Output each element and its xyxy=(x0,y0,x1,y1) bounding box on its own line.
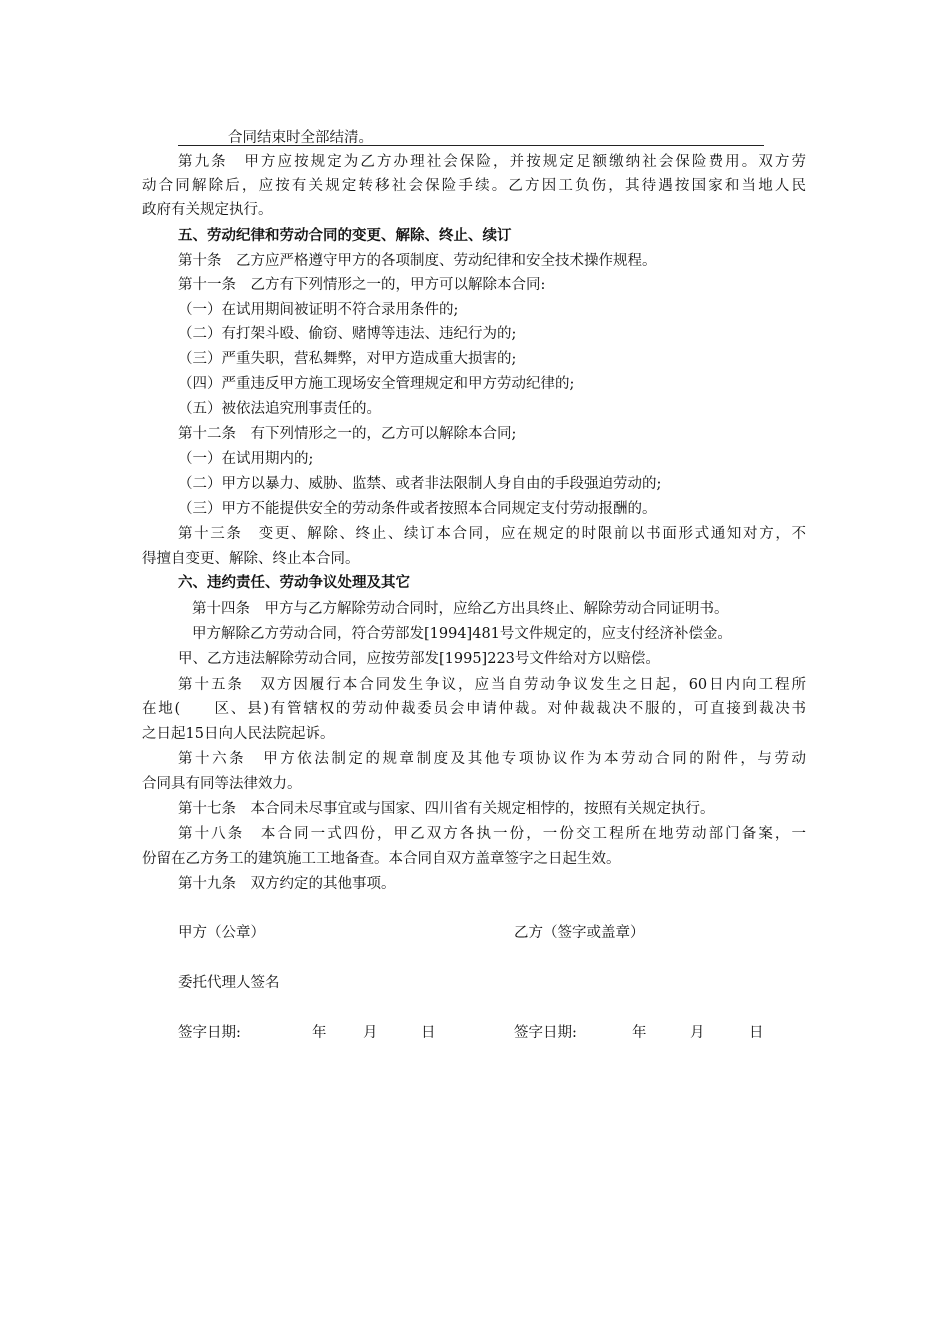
article-12-item: （三）甲方不能提供安全的劳动条件或者按照本合同规定支付劳动报酬的。 xyxy=(178,501,657,517)
article-16-line-2: 合同具有同等法律效力。 xyxy=(142,776,302,792)
article-11-item: （五）被依法追究刑事责任的。 xyxy=(178,401,381,417)
party-a-date-label: 签字日期: xyxy=(178,1025,241,1041)
article-19: 第十九条 双方约定的其他事项。 xyxy=(178,876,396,892)
article-13-line-2: 得擅自变更、解除、终止本合同。 xyxy=(142,551,360,567)
article-13-line-1: 第十三条 变更、解除、终止、续订本合同，应在规定的时限前以书面形式通知对方，不 xyxy=(178,526,806,542)
article-11-item: （三）严重失职，营私舞弊，对甲方造成重大损害的; xyxy=(178,351,517,367)
agent-signature-label: 委托代理人签名 xyxy=(178,975,280,991)
party-b-day: 日 xyxy=(749,1025,764,1041)
party-b-label: 乙方（签字或盖章） xyxy=(514,925,645,941)
article-11: 第十一条 乙方有下列情形之一的，甲方可以解除本合同: xyxy=(178,277,546,293)
article-16-line-1: 第十六条 甲方依法制定的规章制度及其他专项协议作为本劳动合同的附件，与劳动 xyxy=(178,751,806,767)
section-5-heading: 五、劳动纪律和劳动合同的变更、解除、终止、续订 xyxy=(178,227,512,244)
article-9-line-2: 动合同解除后，应按有关规定转移社会保险手续。乙方因工负伤，其待遇按国家和当地人民 xyxy=(142,178,806,194)
article-11-item: （二）有打架斗殴、偷窃、赌博等违法、违纪行为的; xyxy=(178,326,517,342)
article-17: 第十七条 本合同未尽事宜或与国家、四川省有关规定相悖的，按照有关规定执行。 xyxy=(178,801,715,817)
underline-rule xyxy=(178,145,764,146)
carryover-line: 合同结束时全部结清。 xyxy=(228,130,373,146)
section-6-heading: 六、违约责任、劳动争议处理及其它 xyxy=(178,574,410,591)
article-15-line-2: 在地( 区、县)有管辖权的劳动仲裁委员会申请仲裁。对仲裁裁决不服的，可直接到裁决书 xyxy=(142,701,806,717)
article-18-line-2: 份留在乙方务工的建筑施工工地备查。本合同自双方盖章签字之日起生效。 xyxy=(142,851,621,867)
article-9-line-3: 政府有关规定执行。 xyxy=(142,202,273,218)
party-a-label: 甲方（公章） xyxy=(178,925,265,941)
article-12: 第十二条 有下列情形之一的，乙方可以解除本合同; xyxy=(178,426,517,442)
article-12-item: （二）甲方以暴力、威胁、监禁、或者非法限制人身自由的手段强迫劳动的; xyxy=(178,476,662,492)
party-a-year: 年 xyxy=(312,1025,327,1041)
article-11-item: （一）在试用期间被证明不符合录用条件的; xyxy=(178,302,459,318)
article-9-line-1: 第九条 甲方应按规定为乙方办理社会保险，并按规定足额缴纳社会保险费用。双方劳 xyxy=(178,154,806,170)
article-14-line-2: 甲方解除乙方劳动合同，符合劳部发[1994]481号文件规定的，应支付经济补偿金。 xyxy=(192,626,732,642)
party-b-date-label: 签字日期: xyxy=(514,1025,577,1041)
article-18-line-1: 第十八条 本合同一式四份，甲乙双方各执一份，一份交工程所在地劳动部门备案，一 xyxy=(178,826,806,842)
article-10: 第十条 乙方应严格遵守甲方的各项制度、劳动纪律和安全技术操作规程。 xyxy=(178,253,657,269)
party-b-month: 月 xyxy=(690,1025,705,1041)
article-15-line-3: 之日起15日向人民法院起诉。 xyxy=(142,726,335,742)
article-12-item: （一）在试用期内的; xyxy=(178,451,314,467)
party-a-day: 日 xyxy=(421,1025,436,1041)
article-15-line-1: 第十五条 双方因履行本合同发生争议，应当自劳动争议发生之日起，60日内向工程所 xyxy=(178,677,806,693)
article-14-line-3: 甲、乙方违法解除劳动合同，应按劳部发[1995]223号文件给对方以赔偿。 xyxy=(178,651,660,667)
article-14-line-1: 第十四条 甲方与乙方解除劳动合同时，应给乙方出具终止、解除劳动合同证明书。 xyxy=(192,601,729,617)
party-a-month: 月 xyxy=(363,1025,378,1041)
article-11-item: （四）严重违反甲方施工现场安全管理规定和甲方劳动纪律的; xyxy=(178,376,575,392)
party-b-year: 年 xyxy=(632,1025,647,1041)
